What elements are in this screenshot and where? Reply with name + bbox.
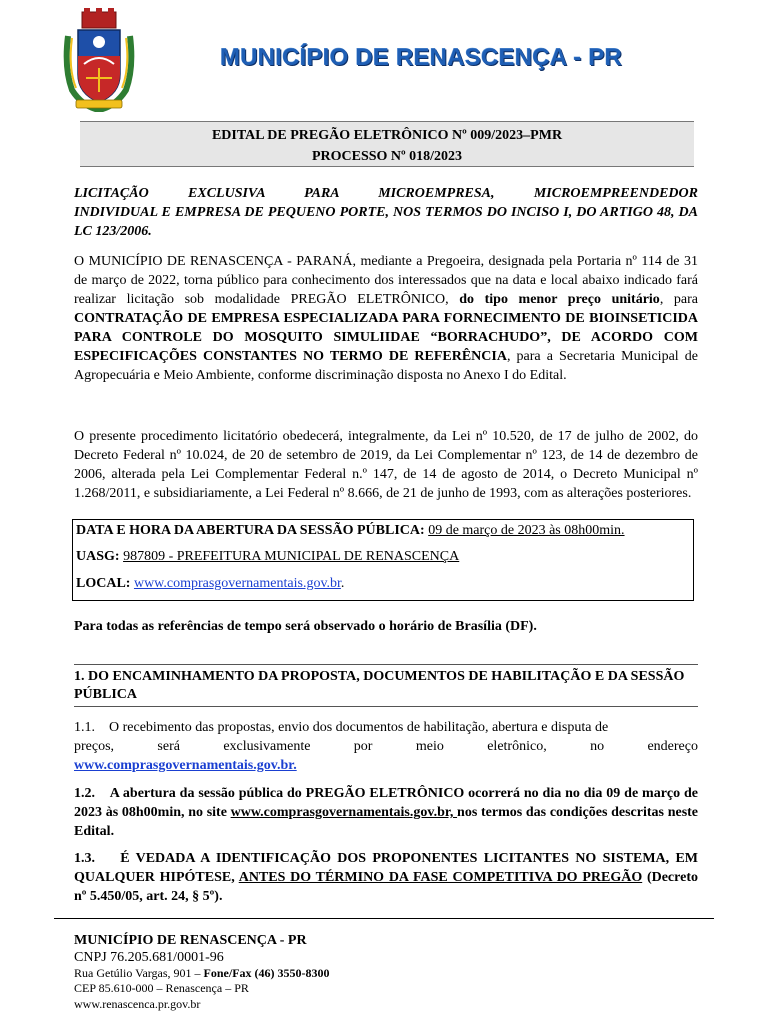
intro-text-a: O MUNICÍPIO DE RENASCENÇA - PARANÁ, mediante a Pregoeira, designada pela Portaria nº 114 de 31 de março de 2022, torna público para conhecimento dos interessados que na data e local abaixo indicado fará realizar licitação sob modalidade PREGÃO ELETRÔNICO,	[74, 254, 698, 307]
page-header-title: MUNICÍPIO DE RENASCENÇA - PR	[220, 44, 623, 71]
item-1-2-link[interactable]: www.comprasgovernamentais.gov.br,	[230, 805, 458, 820]
word: endereço	[647, 739, 698, 754]
intro-paragraph	[74, 252, 698, 385]
item-1-1-text: 1.1. O recebimento das propostas, envio dos documentos de habilitação, abertura e disputa de	[74, 720, 609, 735]
local-label: LOCAL:	[76, 576, 131, 591]
edital-number: EDITAL DE PREGÃO ELETRÔNICO Nº 009/2023–PMR	[211, 128, 563, 143]
uasg-value: 987809 - PREFEITURA MUNICIPAL DE RENASCENÇA	[123, 549, 460, 564]
session-date-row	[76, 523, 625, 539]
item-1-1-line2	[74, 737, 698, 756]
item-1-2-text: 1.2. A abertura da sessão pública do PREGÃO ELETRÔNICO ocorrerá no dia no dia 09 de março de 2023 às 08h00min, no site	[74, 786, 702, 820]
footer-divider	[54, 918, 714, 919]
session-date-value: 09 de março de 2023 às 08h00min.	[428, 523, 625, 538]
intro-text-bold-object: CONTRATAÇÃO DE EMPRESA ESPECIALIZADA PARA FORNECIMENTO DE BIOINSETICIDA PARA CONTROLE DO MOSQUITO SIMULIIDAE “BORRACHUDO”, DE ACORDO COM ESPECIFICAÇÕES CONSTANTES NO TERMO DE REFERÊNCIA	[74, 311, 698, 364]
item-1-1	[74, 718, 698, 775]
item-1-2-text-end: nos termos das condições descritas neste Edital.	[74, 805, 699, 839]
word: por	[353, 739, 373, 754]
item-1-3	[74, 849, 702, 906]
footer-cnpj: CNPJ 76.205.681/0001-96	[74, 950, 224, 965]
item-1-3-text: 1.3. É VEDADA A IDENTIFICAÇÃO DOS PROPONENTES LICITANTES NO SISTEMA, EM QUALQUER HIPÓTESE,	[74, 851, 702, 885]
footer-website[interactable]: www.renascenca.pr.gov.br	[74, 997, 201, 1011]
municipal-crest-icon	[62, 8, 136, 112]
intro-text-bold-type: do tipo menor preço unitário	[459, 292, 660, 307]
item-1-3-underlined: ANTES DO TÉRMINO DA FASE COMPETITIVA DO PREGÃO	[238, 870, 643, 885]
edital-title-box	[80, 121, 694, 167]
local-row	[76, 576, 344, 592]
exclusive-bidding-notice	[74, 184, 698, 241]
word: meio	[415, 739, 444, 754]
compras-link[interactable]: www.comprasgovernamentais.gov.br.	[74, 758, 297, 773]
local-link[interactable]: www.comprasgovernamentais.gov.br	[133, 576, 341, 591]
word: no	[590, 739, 605, 754]
item-1-1-line1	[74, 718, 698, 737]
uasg-row	[76, 549, 459, 565]
footer-address	[74, 966, 330, 981]
footer-cep: CEP 85.610-000 – Renascença – PR	[74, 981, 249, 995]
intro-text-c: , para	[659, 292, 699, 307]
item-1-2	[74, 784, 702, 841]
word: eletrônico,	[487, 739, 547, 754]
session-info-box	[72, 519, 694, 601]
section-1-title: 1. DO ENCAMINHAMENTO DA PROPOSTA, DOCUMENTOS DE HABILITAÇÃO E DA SESSÃO PÚBLICA	[74, 664, 698, 707]
legal-basis-paragraph: O presente procedimento licitatório obedecerá, integralmente, da Lei nº 10.520, de 17 de julho de 2002, do Decreto Federal nº 10.024, de 20 de setembro de 2019, da Lei Complementar nº 123, de 14 de dezembro de 2006, alterada pela Lei Complementar Federal n.º 147, de 14 de agosto de 2014, o Decreto Municipal nº 1.268/2011, e subsidiariamente, a Lei Federal nº 8.666, de 21 de junho de 1993, com as alterações posteriores.	[74, 429, 698, 501]
footer-street: Rua Getúlio Vargas, 901 –	[74, 966, 204, 980]
word: será	[157, 739, 180, 754]
process-number: PROCESSO Nº 018/2023	[311, 149, 463, 164]
session-date-label: DATA E HORA DA ABERTURA DA SESSÃO PÚBLICA:	[76, 523, 425, 538]
local-end: .	[340, 576, 345, 591]
intro-text-e: , para a Secretaria Municipal de Agropecuária e Meio Ambiente, conforme discriminação disposta no Anexo I do Edital.	[74, 349, 698, 383]
item-1-3-text-end: (Decreto nº 5.450/05, art. 24, § 5º).	[74, 870, 698, 904]
notice-rest: INDIVIDUAL E EMPRESA DE PEQUENO PORTE, NOS TERMOS DO INCISO I, DO ARTIGO 48, DA LC 123/2006.	[74, 205, 698, 239]
uasg-label: UASG:	[76, 549, 120, 564]
notice-line-1: LICITAÇÃO EXCLUSIVA PARA MICROEMPRESA, MICROEMPREENDEDOR	[74, 186, 698, 201]
word: exclusivamente	[223, 739, 311, 754]
footer-municipality: MUNICÍPIO DE RENASCENÇA - PR	[74, 933, 307, 948]
time-reference-note: Para todas as referências de tempo será observado o horário de Brasília (DF).	[74, 619, 537, 634]
word: preços,	[74, 739, 115, 754]
footer-phone: Fone/Fax (46) 3550-8300	[203, 966, 330, 980]
